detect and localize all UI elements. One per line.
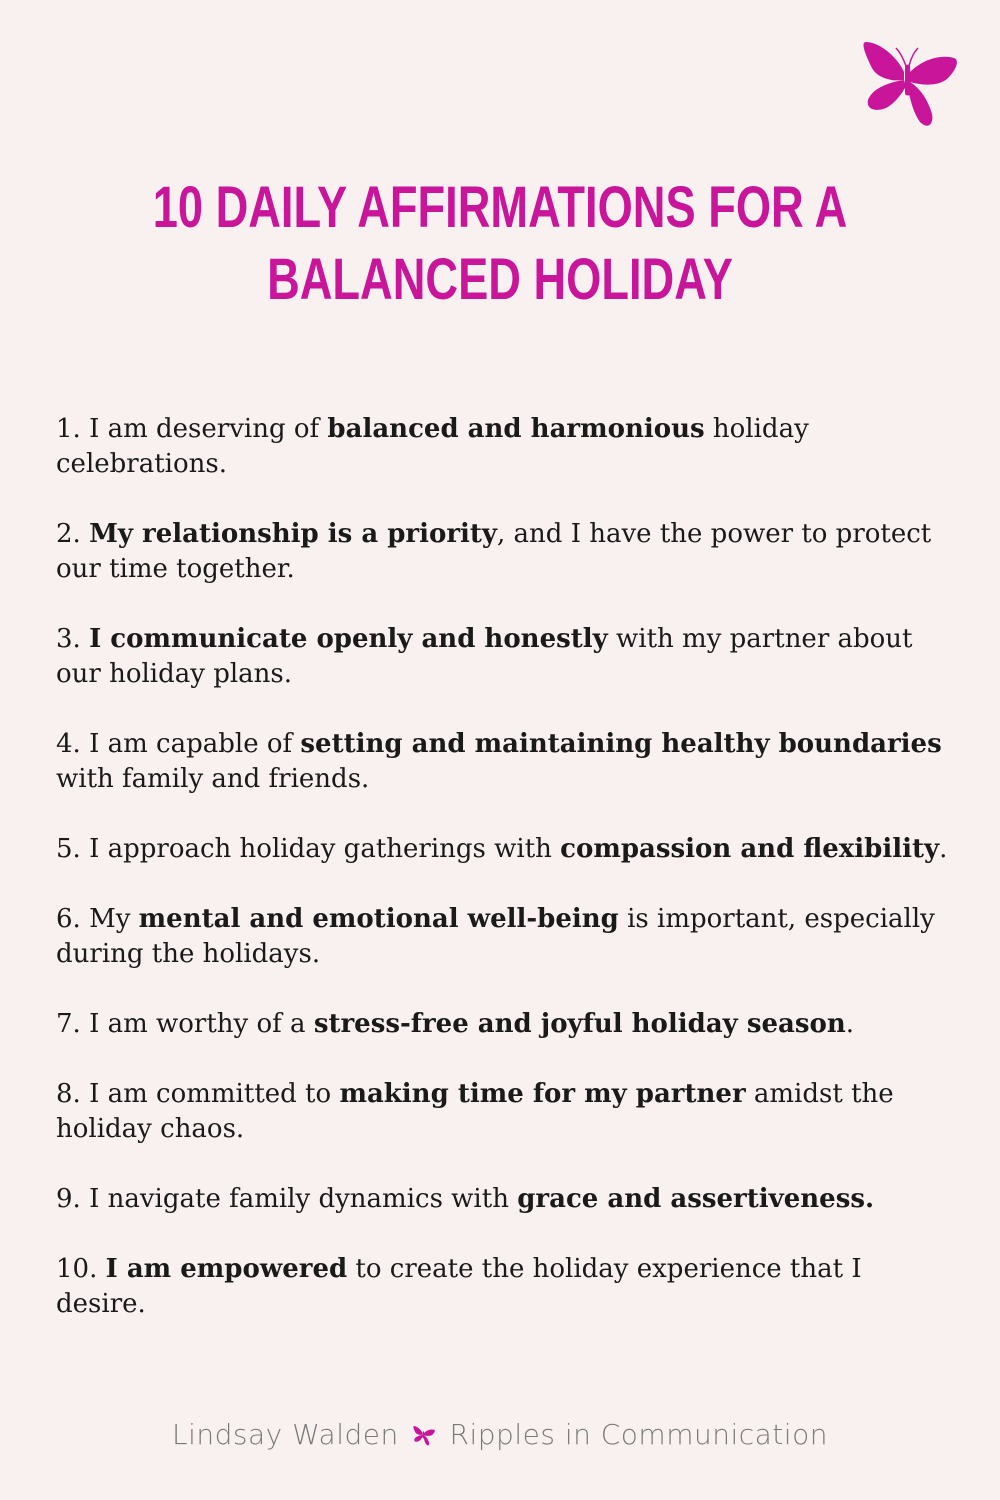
affirmation-text: to create the holiday experience that I desire.: [56, 1254, 862, 1319]
affirmation-item-4: [56, 727, 956, 797]
footer-brand: Ripples in Communication: [449, 1418, 828, 1451]
affirmation-text: 7. I am worthy of a: [56, 1009, 314, 1039]
affirmation-text: 10.: [56, 1254, 106, 1284]
affirmation-text: with family and friends.: [56, 764, 370, 794]
affirmation-list: [56, 412, 956, 1357]
affirmation-text: 6. My: [56, 904, 139, 934]
affirmation-emphasis: My relationship is a priority: [89, 519, 498, 549]
affirmation-item-1: [56, 412, 956, 482]
affirmation-emphasis: compassion and flexibility: [560, 834, 940, 864]
affirmation-text: is important, especially during the holidays.: [56, 904, 935, 969]
affirmation-item-3: [56, 622, 956, 692]
affirmation-text: 3.: [56, 624, 90, 654]
affirmation-emphasis: setting and maintaining healthy boundaries: [300, 729, 942, 759]
affirmation-text: 8. I am committed to: [56, 1079, 340, 1109]
affirmation-item-10: [56, 1252, 956, 1322]
footer-author: Lindsay Walden: [172, 1418, 399, 1451]
affirmation-emphasis: grace and assertiveness.: [517, 1184, 875, 1214]
affirmation-item-7: [56, 1007, 956, 1042]
title-line-1: 10 DAILY AFFIRMATIONS FOR A: [152, 175, 848, 240]
affirmation-item-2: [56, 517, 956, 587]
butterfly-icon: [412, 1425, 436, 1447]
affirmation-item-8: [56, 1077, 956, 1147]
affirmation-emphasis: making time for my partner: [339, 1079, 746, 1109]
butterfly-logo-icon: [858, 38, 962, 132]
affirmation-text: 2.: [56, 519, 90, 549]
affirmation-text: with my partner about our holiday plans.: [56, 624, 913, 689]
affirmation-item-6: [56, 902, 956, 972]
affirmation-text: , and I have the power to protect our time together.: [56, 519, 932, 584]
affirmation-text: 1. I am deserving of: [56, 414, 328, 444]
affirmation-emphasis: balanced and harmonious: [327, 414, 705, 444]
affirmation-emphasis: I communicate openly and honestly: [89, 624, 608, 654]
affirmation-emphasis: mental and emotional well-being: [138, 904, 619, 934]
affirmation-text: 9. I navigate family dynamics with: [56, 1184, 518, 1214]
affirmation-item-9: [56, 1182, 956, 1217]
page-title: [110, 172, 890, 316]
affirmation-text: amidst the holiday chaos.: [56, 1079, 894, 1144]
affirmation-text: .: [845, 1009, 855, 1039]
title-line-2: BALANCED HOLIDAY: [267, 247, 733, 312]
affirmation-emphasis: stress-free and joyful holiday season: [313, 1009, 846, 1039]
footer-credit: [0, 1418, 1000, 1451]
affirmation-text: holiday celebrations.: [56, 414, 809, 479]
affirmation-item-5: [56, 832, 956, 867]
affirmation-text: 5. I approach holiday gatherings with: [56, 834, 561, 864]
affirmation-text: 4. I am capable of: [56, 729, 301, 759]
affirmation-text: .: [939, 834, 948, 864]
affirmation-emphasis: I am empowered: [105, 1254, 348, 1284]
